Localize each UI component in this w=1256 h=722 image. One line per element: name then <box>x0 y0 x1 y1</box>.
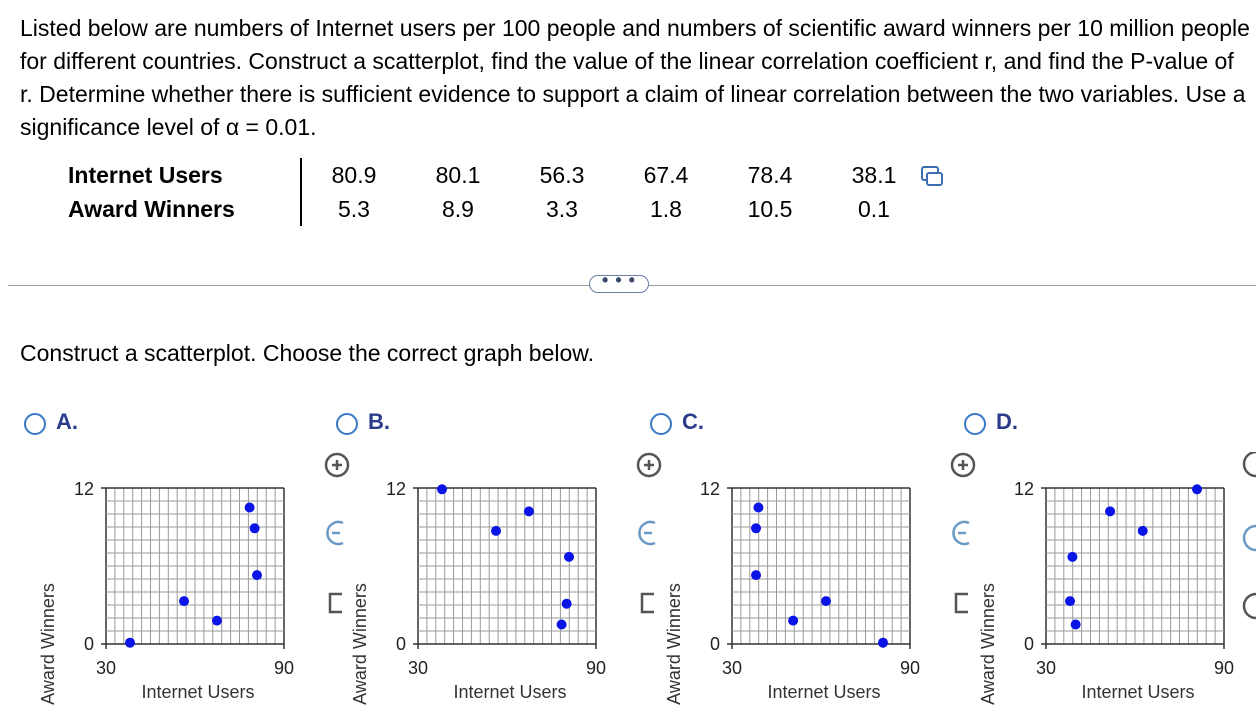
scatterplot-a <box>24 400 324 720</box>
data-point <box>751 570 761 580</box>
y-axis-label: Award Winners <box>978 583 998 705</box>
option-d-label: D. <box>996 409 1018 434</box>
data-point <box>437 484 447 494</box>
data-point <box>250 523 260 533</box>
data-point <box>245 503 255 513</box>
y-tick-min: 0 <box>709 634 720 654</box>
option-c[interactable] <box>650 400 950 720</box>
option-b[interactable] <box>336 400 636 720</box>
copy-data-icon[interactable] <box>919 164 945 190</box>
table-cell: 78.4 <box>747 161 793 188</box>
option-a-label: A. <box>56 409 78 434</box>
prompt-text: Construct a scatterplot. Choose the correct graph below. <box>20 340 595 366</box>
table-cell: 80.9 <box>331 161 377 188</box>
row-label-internet-users: Internet Users <box>58 158 301 192</box>
data-point <box>212 616 222 626</box>
table-cell: 8.9 <box>442 195 474 222</box>
table-cell: 67.4 <box>643 161 689 188</box>
y-tick-min: 0 <box>83 634 94 654</box>
data-point <box>1067 552 1077 562</box>
option-a[interactable] <box>24 400 324 720</box>
table-row <box>58 158 926 192</box>
x-tick-min: 30 <box>721 658 743 678</box>
scatterplot-c <box>650 400 950 720</box>
x-axis-label: Internet Users <box>1081 682 1195 702</box>
data-point <box>524 506 534 516</box>
option-d[interactable] <box>964 400 1256 720</box>
data-point <box>878 638 888 648</box>
data-point <box>179 596 189 606</box>
data-point <box>562 599 572 609</box>
data-point <box>564 552 574 562</box>
data-point <box>751 523 761 533</box>
data-point <box>1138 526 1148 536</box>
option-c-label: C. <box>682 409 704 434</box>
table-cell: 80.1 <box>435 161 481 188</box>
offscreen-tool-edges[interactable] <box>1240 452 1256 652</box>
data-point <box>252 570 262 580</box>
table-cell: 38.1 <box>851 161 897 188</box>
x-axis-label: Internet Users <box>453 682 567 702</box>
data-table <box>58 158 926 226</box>
data-point <box>753 503 763 513</box>
table-cell: 1.8 <box>650 195 682 222</box>
data-point <box>1071 620 1081 630</box>
data-point <box>788 616 798 626</box>
x-tick-max: 90 <box>273 658 295 678</box>
y-tick-min: 0 <box>1023 634 1034 654</box>
x-tick-min: 30 <box>95 658 117 678</box>
y-axis-label: Award Winners <box>664 583 684 705</box>
table-cell: 10.5 <box>747 195 793 222</box>
more-dots-label: • • • <box>602 270 636 290</box>
data-point <box>821 596 831 606</box>
data-point <box>557 620 567 630</box>
y-axis-label: Award Winners <box>38 583 58 705</box>
table-cell: 3.3 <box>546 195 578 222</box>
y-tick-min: 0 <box>395 634 406 654</box>
table-cell: 5.3 <box>338 195 370 222</box>
scatterplot-b <box>336 400 636 720</box>
table-cell: 0.1 <box>858 195 890 222</box>
y-tick-max: 12 <box>1013 479 1034 499</box>
data-point <box>125 638 135 648</box>
question-text: Listed below are numbers of Internet users per 100 people and numbers of scientific award winners per 10 million people for different countries. Construct a scatterplot, find the value of the linear correlation coefficient r, and find the P-value of r. Determine whether there is sufficient evidence to support a claim of linear correlation between the two variables. Use a significance level of α = 0.01. <box>20 15 1250 140</box>
data-point <box>491 526 501 536</box>
data-point <box>1105 506 1115 516</box>
scatterplot-d <box>964 400 1256 720</box>
x-axis-label: Internet Users <box>767 682 881 702</box>
option-b-label: B. <box>368 409 390 434</box>
table-row <box>58 192 926 226</box>
y-tick-max: 12 <box>699 479 720 499</box>
x-tick-max: 90 <box>585 658 607 678</box>
x-tick-max: 90 <box>899 658 921 678</box>
y-axis-label: Award Winners <box>350 583 370 705</box>
y-tick-max: 12 <box>385 479 406 499</box>
x-tick-min: 30 <box>407 658 429 678</box>
x-tick-max: 90 <box>1213 658 1235 678</box>
table-cell: 56.3 <box>539 161 585 188</box>
data-point <box>1065 596 1075 606</box>
expand-more-button[interactable] <box>589 270 649 293</box>
x-axis-label: Internet Users <box>141 682 255 702</box>
row-label-award-winners: Award Winners <box>58 192 301 226</box>
y-tick-max: 12 <box>73 479 94 499</box>
x-tick-min: 30 <box>1035 658 1057 678</box>
data-point <box>1192 484 1202 494</box>
